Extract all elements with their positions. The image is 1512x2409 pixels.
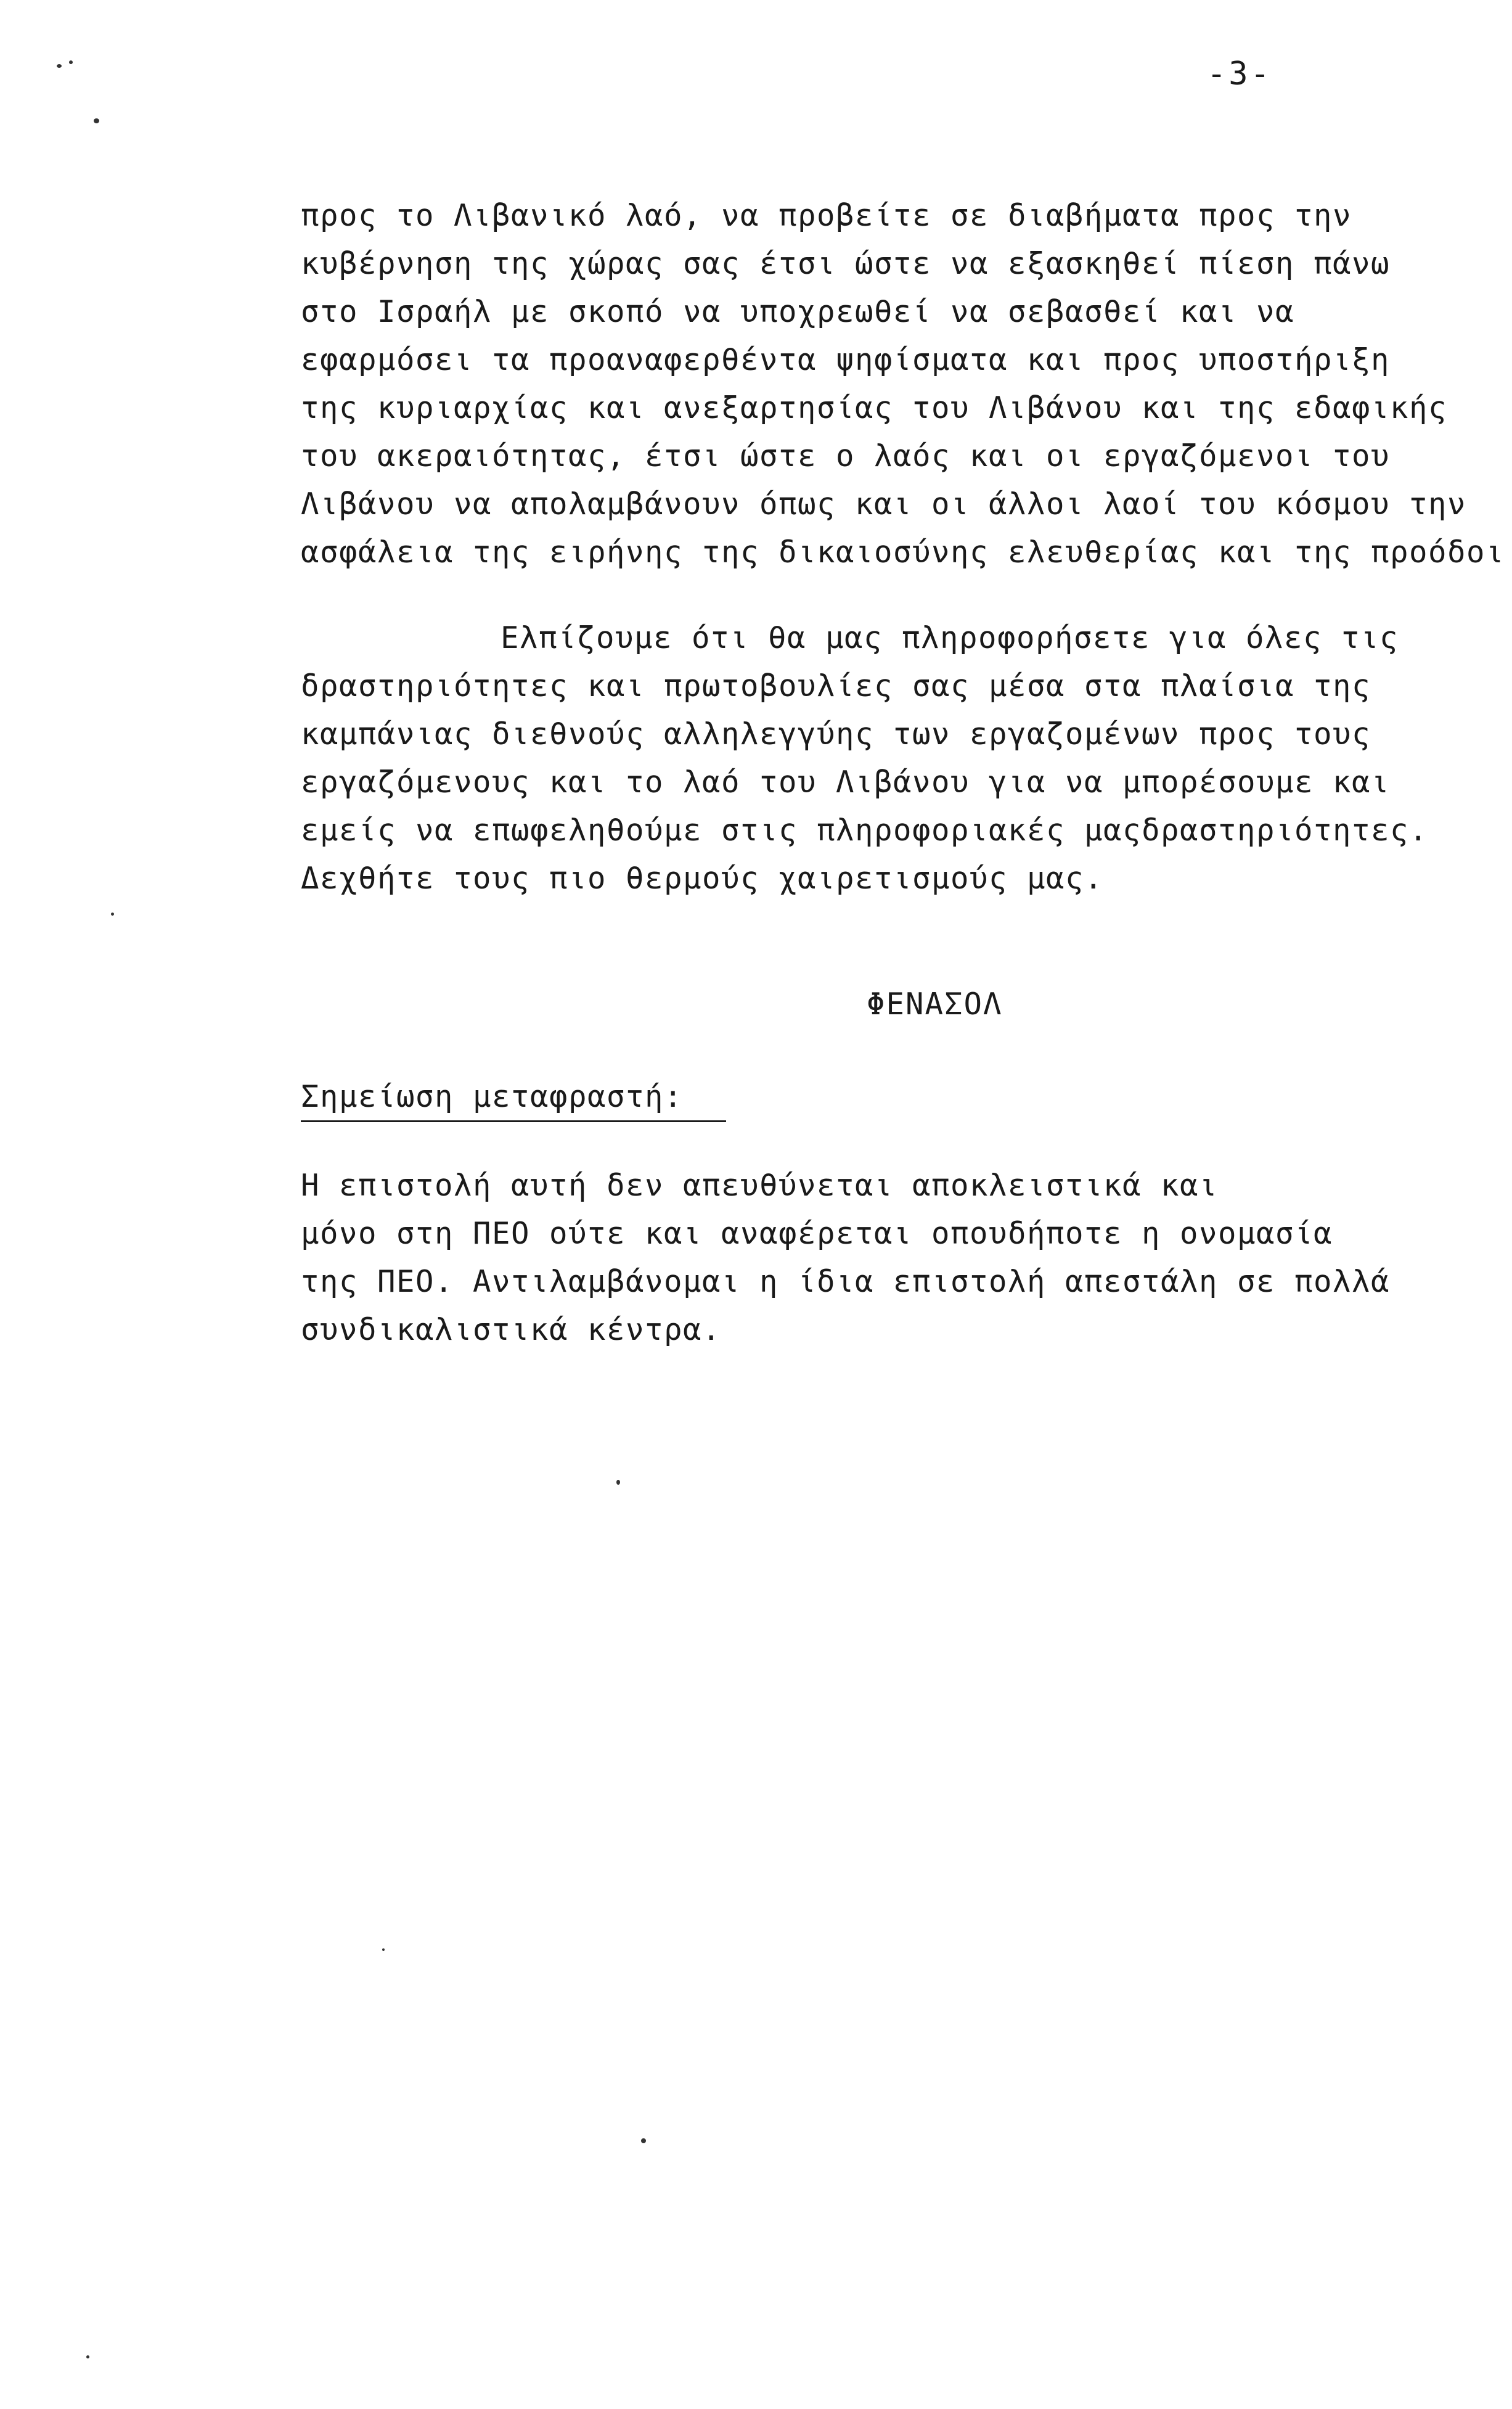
signature: ΦΕΝΑΣΟΛ: [867, 987, 1003, 1022]
scan-speck: [57, 64, 62, 68]
scan-speck: [641, 2138, 646, 2143]
paragraph-line: προς το Λιβανικό λαό, να προβείτε σε διαβήματα προς την: [301, 198, 1352, 233]
paragraph-line: του ακεραιότητας, έτσι ώστε ο λαός και οι εργαζόμενοι του: [301, 438, 1391, 474]
paragraph-line: ασφάλεια της ειρήνης της δικαιοσύνης ελευθερίας και της προόδοι: [301, 535, 1505, 570]
note-line: Η επιστολή αυτή δεν απευθύνεται αποκλειστικά και: [301, 1168, 1219, 1203]
paragraph-line: Ελπίζουμε ότι θα μας πληροφορήσετε για όλες τις: [501, 620, 1399, 655]
scan-speck: [69, 60, 73, 64]
paragraph-line: κυβέρνηση της χώρας σας έτσι ώστε να εξασκηθεί πίεση πάνω: [301, 246, 1391, 281]
scan-speck: [382, 1948, 385, 1951]
scan-speck: [616, 1480, 620, 1485]
scan-speck: [94, 118, 99, 123]
note-line: μόνο στη ΠΕΟ ούτε και αναφέρεται οπουδήποτε η ονομασία: [301, 1216, 1333, 1251]
page-number: -3-: [1207, 55, 1272, 92]
paragraph-line: Δεχθήτε τους πιο θερμούς χαιρετισμούς μας.: [301, 861, 1104, 896]
paragraph-line: στο Ισραήλ με σκοπό να υποχρεωθεί να σεβασθεί και να: [301, 294, 1295, 329]
paragraph-line: εργαζόμενους και το λαό του Λιβάνου για να μπορέσουμε και: [301, 765, 1391, 800]
paragraph-line: της κυριαρχίας και ανεξαρτησίας του Λιβάνου και της εδαφικής: [301, 390, 1448, 425]
note-heading: Σημείωση μεταφραστή:: [301, 1079, 726, 1122]
paragraph-line: εμείς να επωφεληθούμε στις πληροφοριακές μαςδραστηριότητες.: [301, 813, 1429, 848]
paragraph-line: καμπάνιας διεθνούς αλληλεγγύης των εργαζομένων προς τους: [301, 716, 1371, 752]
paragraph-line: εφαρμόσει τα προαναφερθέντα ψηφίσματα και προς υποστήριξη: [301, 342, 1391, 377]
paragraph-line: δραστηριότητες και πρωτοβουλίες σας μέσα στα πλαίσια της: [301, 668, 1371, 704]
paragraph-line: Λιβάνου να απολαμβάνουν όπως και οι άλλοι λαοί του κόσμου την: [301, 486, 1467, 522]
scan-speck: [111, 913, 114, 916]
scan-speck: [86, 2355, 89, 2358]
note-line: της ΠΕΟ. Αντιλαμβάνομαι η ίδια επιστολή απεστάλη σε πολλά: [301, 1264, 1391, 1299]
note-line: συνδικαλιστικά κέντρα.: [301, 1312, 722, 1347]
